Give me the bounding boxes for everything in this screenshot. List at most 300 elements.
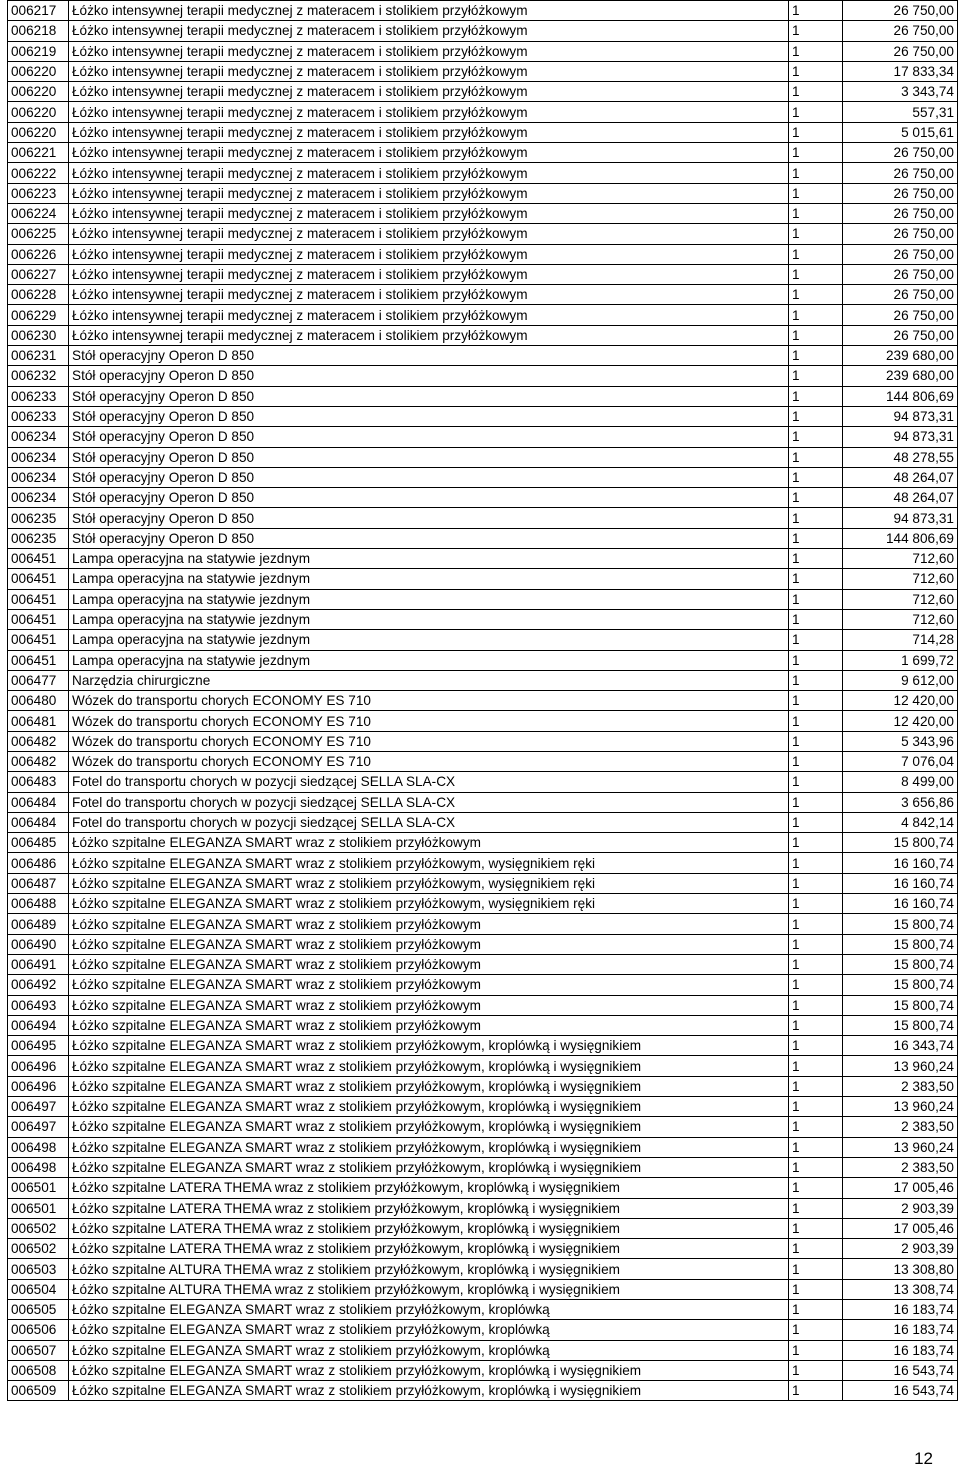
item-name-cell: Łóżko szpitalne ELEGANZA SMART wraz z stolikiem przyłóżkowym, kroplówką i wysięgnikiem <box>69 1360 789 1380</box>
item-code-cell: 006229 <box>8 305 69 325</box>
item-name-cell: Łóżko szpitalne ELEGANZA SMART wraz z stolikiem przyłóżkowym, wysięgnikiem ręki <box>69 853 789 873</box>
value-cell: 26 750,00 <box>843 285 958 305</box>
item-code-cell: 006484 <box>8 812 69 832</box>
item-name-cell: Fotel do transportu chorych w pozycji siedzącej SELLA SLA-CX <box>69 812 789 832</box>
item-name-cell: Łóżko intensywnej terapii medycznej z materacem i stolikiem przyłóżkowym <box>69 285 789 305</box>
item-code-cell: 006495 <box>8 1036 69 1056</box>
item-code-cell: 006451 <box>8 569 69 589</box>
quantity-cell: 1 <box>789 650 843 670</box>
table-row <box>8 143 958 163</box>
table-row <box>8 224 958 244</box>
item-code-cell: 006497 <box>8 1117 69 1137</box>
item-code-cell: 006489 <box>8 914 69 934</box>
table-row <box>8 488 958 508</box>
value-cell: 712,60 <box>843 609 958 629</box>
value-cell: 5 343,96 <box>843 731 958 751</box>
value-cell: 712,60 <box>843 589 958 609</box>
quantity-cell: 1 <box>789 1360 843 1380</box>
quantity-cell: 1 <box>789 995 843 1015</box>
table-row <box>8 995 958 1015</box>
table-row <box>8 1300 958 1320</box>
item-name-cell: Łóżko intensywnej terapii medycznej z materacem i stolikiem przyłóżkowym <box>69 244 789 264</box>
table-row <box>8 975 958 995</box>
table-row <box>8 386 958 406</box>
value-cell: 2 383,50 <box>843 1117 958 1137</box>
value-cell: 26 750,00 <box>843 264 958 284</box>
quantity-cell: 1 <box>789 1015 843 1035</box>
table-row <box>8 853 958 873</box>
table-row <box>8 609 958 629</box>
item-name-cell: Łóżko szpitalne ELEGANZA SMART wraz z stolikiem przyłóżkowym, kroplówką i wysięgnikiem <box>69 1097 789 1117</box>
item-code-cell: 006482 <box>8 731 69 751</box>
item-code-cell: 006228 <box>8 285 69 305</box>
item-code-cell: 006506 <box>8 1320 69 1340</box>
table-row <box>8 508 958 528</box>
item-name-cell: Stół operacyjny Operon D 850 <box>69 427 789 447</box>
table-row <box>8 427 958 447</box>
item-name-cell: Stół operacyjny Operon D 850 <box>69 366 789 386</box>
value-cell: 16 543,74 <box>843 1381 958 1401</box>
value-cell: 2 383,50 <box>843 1157 958 1177</box>
quantity-cell: 1 <box>789 1178 843 1198</box>
table-row <box>8 1157 958 1177</box>
quantity-cell: 1 <box>789 914 843 934</box>
page-number: 12 <box>914 1449 933 1468</box>
item-name-cell: Łóżko szpitalne LATERA THEMA wraz z stolikiem przyłóżkowym, kroplówką i wysięgnikiem <box>69 1198 789 1218</box>
table-row <box>8 873 958 893</box>
table-row <box>8 914 958 934</box>
quantity-cell: 1 <box>789 609 843 629</box>
item-code-cell: 006232 <box>8 366 69 386</box>
quantity-cell: 1 <box>789 143 843 163</box>
value-cell: 26 750,00 <box>843 325 958 345</box>
item-name-cell: Łóżko intensywnej terapii medycznej z materacem i stolikiem przyłóżkowym <box>69 41 789 61</box>
value-cell: 144 806,69 <box>843 386 958 406</box>
item-code-cell: 006220 <box>8 102 69 122</box>
item-name-cell: Lampa operacyjna na statywie jezdnym <box>69 609 789 629</box>
item-code-cell: 006492 <box>8 975 69 995</box>
item-name-cell: Łóżko szpitalne ELEGANZA SMART wraz z stolikiem przyłóżkowym, kroplówką <box>69 1340 789 1360</box>
table-row <box>8 406 958 426</box>
quantity-cell: 1 <box>789 873 843 893</box>
table-row <box>8 447 958 467</box>
item-name-cell: Narzędzia chirurgiczne <box>69 670 789 690</box>
value-cell: 17 005,46 <box>843 1178 958 1198</box>
item-name-cell: Łóżko intensywnej terapii medycznej z materacem i stolikiem przyłóżkowym <box>69 183 789 203</box>
table-row <box>8 1239 958 1259</box>
item-name-cell: Stół operacyjny Operon D 850 <box>69 488 789 508</box>
quantity-cell: 1 <box>789 853 843 873</box>
quantity-cell: 1 <box>789 1056 843 1076</box>
value-cell: 9 612,00 <box>843 670 958 690</box>
table-row <box>8 1360 958 1380</box>
quantity-cell: 1 <box>789 467 843 487</box>
item-name-cell: Łóżko intensywnej terapii medycznej z materacem i stolikiem przyłóżkowym <box>69 143 789 163</box>
item-name-cell: Lampa operacyjna na statywie jezdnym <box>69 569 789 589</box>
value-cell: 1 699,72 <box>843 650 958 670</box>
item-code-cell: 006491 <box>8 954 69 974</box>
item-name-cell: Łóżko szpitalne ALTURA THEMA wraz z stolikiem przyłóżkowym, kroplówką i wysięgnikiem <box>69 1259 789 1279</box>
item-name-cell: Stół operacyjny Operon D 850 <box>69 386 789 406</box>
item-code-cell: 006235 <box>8 528 69 548</box>
quantity-cell: 1 <box>789 122 843 142</box>
quantity-cell: 1 <box>789 102 843 122</box>
item-code-cell: 006487 <box>8 873 69 893</box>
value-cell: 5 015,61 <box>843 122 958 142</box>
value-cell: 26 750,00 <box>843 21 958 41</box>
item-code-cell: 006490 <box>8 934 69 954</box>
item-code-cell: 006494 <box>8 1015 69 1035</box>
table-row <box>8 630 958 650</box>
item-name-cell: Łóżko szpitalne ALTURA THEMA wraz z stolikiem przyłóżkowym, kroplówką i wysięgnikiem <box>69 1279 789 1299</box>
item-name-cell: Stół operacyjny Operon D 850 <box>69 406 789 426</box>
value-cell: 12 420,00 <box>843 711 958 731</box>
quantity-cell: 1 <box>789 1036 843 1056</box>
table-row <box>8 1137 958 1157</box>
item-name-cell: Stół operacyjny Operon D 850 <box>69 508 789 528</box>
item-code-cell: 006508 <box>8 1360 69 1380</box>
item-code-cell: 006451 <box>8 549 69 569</box>
item-code-cell: 006509 <box>8 1381 69 1401</box>
item-code-cell: 006235 <box>8 508 69 528</box>
value-cell: 712,60 <box>843 549 958 569</box>
item-name-cell: Stół operacyjny Operon D 850 <box>69 346 789 366</box>
table-row <box>8 1 958 21</box>
item-code-cell: 006224 <box>8 203 69 223</box>
value-cell: 144 806,69 <box>843 528 958 548</box>
item-name-cell: Łóżko intensywnej terapii medycznej z materacem i stolikiem przyłóżkowym <box>69 264 789 284</box>
value-cell: 13 308,74 <box>843 1279 958 1299</box>
quantity-cell: 1 <box>789 1097 843 1117</box>
quantity-cell: 1 <box>789 731 843 751</box>
item-name-cell: Łóżko szpitalne ELEGANZA SMART wraz z stolikiem przyłóżkowym <box>69 954 789 974</box>
value-cell: 4 842,14 <box>843 812 958 832</box>
inventory-table <box>7 0 958 1401</box>
quantity-cell: 1 <box>789 1198 843 1218</box>
item-code-cell: 006493 <box>8 995 69 1015</box>
item-code-cell: 006220 <box>8 61 69 81</box>
quantity-cell: 1 <box>789 1300 843 1320</box>
item-name-cell: Łóżko szpitalne LATERA THEMA wraz z stolikiem przyłóżkowym, kroplówką i wysięgnikiem <box>69 1239 789 1259</box>
item-code-cell: 006501 <box>8 1178 69 1198</box>
item-name-cell: Łóżko szpitalne ELEGANZA SMART wraz z stolikiem przyłóżkowym <box>69 934 789 954</box>
value-cell: 12 420,00 <box>843 691 958 711</box>
value-cell: 48 264,07 <box>843 488 958 508</box>
table-row <box>8 670 958 690</box>
item-name-cell: Łóżko szpitalne ELEGANZA SMART wraz z stolikiem przyłóżkowym, kroplówką i wysięgnikiem <box>69 1157 789 1177</box>
value-cell: 16 183,74 <box>843 1340 958 1360</box>
item-name-cell: Łóżko szpitalne ELEGANZA SMART wraz z stolikiem przyłóżkowym, kroplówką <box>69 1300 789 1320</box>
table-row <box>8 244 958 264</box>
value-cell: 13 960,24 <box>843 1097 958 1117</box>
table-row <box>8 346 958 366</box>
item-code-cell: 006225 <box>8 224 69 244</box>
item-name-cell: Łóżko szpitalne ELEGANZA SMART wraz z stolikiem przyłóżkowym, wysięgnikiem ręki <box>69 894 789 914</box>
quantity-cell: 1 <box>789 264 843 284</box>
table-row <box>8 1259 958 1279</box>
quantity-cell: 1 <box>789 163 843 183</box>
table-row <box>8 528 958 548</box>
quantity-cell: 1 <box>789 812 843 832</box>
item-code-cell: 006507 <box>8 1340 69 1360</box>
table-row <box>8 711 958 731</box>
item-name-cell: Łóżko intensywnej terapii medycznej z materacem i stolikiem przyłóżkowym <box>69 305 789 325</box>
quantity-cell: 1 <box>789 508 843 528</box>
quantity-cell: 1 <box>789 569 843 589</box>
value-cell: 712,60 <box>843 569 958 589</box>
table-row <box>8 792 958 812</box>
table-row <box>8 285 958 305</box>
quantity-cell: 1 <box>789 244 843 264</box>
quantity-cell: 1 <box>789 792 843 812</box>
item-code-cell: 006221 <box>8 143 69 163</box>
table-row <box>8 934 958 954</box>
table-row <box>8 41 958 61</box>
quantity-cell: 1 <box>789 1259 843 1279</box>
table-row <box>8 122 958 142</box>
item-name-cell: Lampa operacyjna na statywie jezdnym <box>69 589 789 609</box>
quantity-cell: 1 <box>789 589 843 609</box>
quantity-cell: 1 <box>789 406 843 426</box>
item-code-cell: 006485 <box>8 833 69 853</box>
item-code-cell: 006480 <box>8 691 69 711</box>
value-cell: 26 750,00 <box>843 143 958 163</box>
quantity-cell: 1 <box>789 630 843 650</box>
table-row <box>8 1036 958 1056</box>
table-row <box>8 305 958 325</box>
item-code-cell: 006477 <box>8 670 69 690</box>
value-cell: 26 750,00 <box>843 305 958 325</box>
quantity-cell: 1 <box>789 975 843 995</box>
quantity-cell: 1 <box>789 1320 843 1340</box>
item-code-cell: 006503 <box>8 1259 69 1279</box>
item-code-cell: 006502 <box>8 1239 69 1259</box>
item-name-cell: Lampa operacyjna na statywie jezdnym <box>69 650 789 670</box>
value-cell: 26 750,00 <box>843 183 958 203</box>
quantity-cell: 1 <box>789 549 843 569</box>
table-row <box>8 1076 958 1096</box>
quantity-cell: 1 <box>789 203 843 223</box>
table-row <box>8 264 958 284</box>
value-cell: 13 308,80 <box>843 1259 958 1279</box>
value-cell: 15 800,74 <box>843 995 958 1015</box>
quantity-cell: 1 <box>789 21 843 41</box>
item-name-cell: Łóżko szpitalne ELEGANZA SMART wraz z stolikiem przyłóżkowym, kroplówką i wysięgnikiem <box>69 1381 789 1401</box>
item-code-cell: 006217 <box>8 1 69 21</box>
value-cell: 15 800,74 <box>843 914 958 934</box>
table-row <box>8 1117 958 1137</box>
quantity-cell: 1 <box>789 894 843 914</box>
quantity-cell: 1 <box>789 366 843 386</box>
item-code-cell: 006223 <box>8 183 69 203</box>
quantity-cell: 1 <box>789 711 843 731</box>
table-row <box>8 772 958 792</box>
value-cell: 26 750,00 <box>843 163 958 183</box>
item-name-cell: Lampa operacyjna na statywie jezdnym <box>69 630 789 650</box>
item-code-cell: 006484 <box>8 792 69 812</box>
item-code-cell: 006234 <box>8 447 69 467</box>
item-code-cell: 006222 <box>8 163 69 183</box>
quantity-cell: 1 <box>789 1076 843 1096</box>
table-row <box>8 366 958 386</box>
table-row <box>8 203 958 223</box>
value-cell: 26 750,00 <box>843 203 958 223</box>
item-code-cell: 006451 <box>8 650 69 670</box>
table-row <box>8 731 958 751</box>
value-cell: 15 800,74 <box>843 954 958 974</box>
item-code-cell: 006234 <box>8 467 69 487</box>
quantity-cell: 1 <box>789 1279 843 1299</box>
value-cell: 16 183,74 <box>843 1320 958 1340</box>
table-row <box>8 833 958 853</box>
table-row <box>8 1279 958 1299</box>
value-cell: 94 873,31 <box>843 406 958 426</box>
item-code-cell: 006220 <box>8 82 69 102</box>
table-row <box>8 61 958 81</box>
value-cell: 557,31 <box>843 102 958 122</box>
quantity-cell: 1 <box>789 1117 843 1137</box>
quantity-cell: 1 <box>789 1381 843 1401</box>
item-code-cell: 006451 <box>8 630 69 650</box>
table-row <box>8 894 958 914</box>
item-code-cell: 006234 <box>8 488 69 508</box>
item-name-cell: Łóżko intensywnej terapii medycznej z materacem i stolikiem przyłóżkowym <box>69 224 789 244</box>
item-name-cell: Fotel do transportu chorych w pozycji siedzącej SELLA SLA-CX <box>69 792 789 812</box>
item-code-cell: 006505 <box>8 1300 69 1320</box>
item-code-cell: 006230 <box>8 325 69 345</box>
table-row <box>8 589 958 609</box>
item-code-cell: 006231 <box>8 346 69 366</box>
item-name-cell: Łóżko szpitalne LATERA THEMA wraz z stolikiem przyłóżkowym, kroplówką i wysięgnikiem <box>69 1178 789 1198</box>
item-name-cell: Łóżko szpitalne ELEGANZA SMART wraz z stolikiem przyłóżkowym, kroplówką <box>69 1320 789 1340</box>
table-row <box>8 1198 958 1218</box>
item-code-cell: 006451 <box>8 609 69 629</box>
value-cell: 15 800,74 <box>843 934 958 954</box>
value-cell: 16 160,74 <box>843 894 958 914</box>
item-name-cell: Łóżko intensywnej terapii medycznej z materacem i stolikiem przyłóżkowym <box>69 82 789 102</box>
value-cell: 15 800,74 <box>843 833 958 853</box>
item-name-cell: Wózek do transportu chorych ECONOMY ES 710 <box>69 711 789 731</box>
value-cell: 26 750,00 <box>843 1 958 21</box>
inventory-table-body <box>8 1 958 1401</box>
item-code-cell: 006451 <box>8 589 69 609</box>
item-name-cell: Łóżko szpitalne ELEGANZA SMART wraz z stolikiem przyłóżkowym, kroplówką i wysięgnikiem <box>69 1117 789 1137</box>
value-cell: 3 343,74 <box>843 82 958 102</box>
item-code-cell: 006227 <box>8 264 69 284</box>
item-code-cell: 006498 <box>8 1137 69 1157</box>
quantity-cell: 1 <box>789 447 843 467</box>
value-cell: 15 800,74 <box>843 1015 958 1035</box>
value-cell: 16 183,74 <box>843 1300 958 1320</box>
quantity-cell: 1 <box>789 691 843 711</box>
item-name-cell: Łóżko intensywnej terapii medycznej z materacem i stolikiem przyłóżkowym <box>69 325 789 345</box>
table-row <box>8 325 958 345</box>
item-name-cell: Łóżko intensywnej terapii medycznej z materacem i stolikiem przyłóżkowym <box>69 163 789 183</box>
item-name-cell: Łóżko szpitalne ELEGANZA SMART wraz z stolikiem przyłóżkowym <box>69 995 789 1015</box>
value-cell: 16 543,74 <box>843 1360 958 1380</box>
item-code-cell: 006234 <box>8 427 69 447</box>
item-name-cell: Łóżko szpitalne ELEGANZA SMART wraz z stolikiem przyłóżkowym, kroplówką i wysięgnikiem <box>69 1137 789 1157</box>
item-code-cell: 006496 <box>8 1076 69 1096</box>
item-name-cell: Fotel do transportu chorych w pozycji siedzącej SELLA SLA-CX <box>69 772 789 792</box>
quantity-cell: 1 <box>789 41 843 61</box>
table-row <box>8 650 958 670</box>
item-name-cell: Łóżko szpitalne ELEGANZA SMART wraz z stolikiem przyłóżkowym, kroplówką i wysięgnikiem <box>69 1056 789 1076</box>
table-row <box>8 163 958 183</box>
item-code-cell: 006219 <box>8 41 69 61</box>
item-name-cell: Łóżko szpitalne ELEGANZA SMART wraz z stolikiem przyłóżkowym, wysięgnikiem ręki <box>69 873 789 893</box>
table-row <box>8 812 958 832</box>
value-cell: 2 383,50 <box>843 1076 958 1096</box>
value-cell: 26 750,00 <box>843 41 958 61</box>
item-code-cell: 006233 <box>8 406 69 426</box>
table-row <box>8 1056 958 1076</box>
table-row <box>8 691 958 711</box>
value-cell: 48 264,07 <box>843 467 958 487</box>
value-cell: 94 873,31 <box>843 508 958 528</box>
quantity-cell: 1 <box>789 1137 843 1157</box>
quantity-cell: 1 <box>789 488 843 508</box>
item-code-cell: 006226 <box>8 244 69 264</box>
item-name-cell: Lampa operacyjna na statywie jezdnym <box>69 549 789 569</box>
item-name-cell: Stół operacyjny Operon D 850 <box>69 447 789 467</box>
item-name-cell: Stół operacyjny Operon D 850 <box>69 528 789 548</box>
quantity-cell: 1 <box>789 528 843 548</box>
item-name-cell: Łóżko szpitalne ELEGANZA SMART wraz z stolikiem przyłóżkowym <box>69 914 789 934</box>
item-name-cell: Wózek do transportu chorych ECONOMY ES 710 <box>69 691 789 711</box>
quantity-cell: 1 <box>789 346 843 366</box>
item-name-cell: Wózek do transportu chorych ECONOMY ES 710 <box>69 731 789 751</box>
value-cell: 3 656,86 <box>843 792 958 812</box>
value-cell: 7 076,04 <box>843 751 958 771</box>
item-code-cell: 006482 <box>8 751 69 771</box>
quantity-cell: 1 <box>789 1 843 21</box>
item-name-cell: Łóżko szpitalne ELEGANZA SMART wraz z stolikiem przyłóżkowym, kroplówką i wysięgnikiem <box>69 1036 789 1056</box>
table-row <box>8 21 958 41</box>
quantity-cell: 1 <box>789 1157 843 1177</box>
value-cell: 16 160,74 <box>843 873 958 893</box>
value-cell: 714,28 <box>843 630 958 650</box>
quantity-cell: 1 <box>789 1239 843 1259</box>
quantity-cell: 1 <box>789 1340 843 1360</box>
value-cell: 2 903,39 <box>843 1198 958 1218</box>
value-cell: 26 750,00 <box>843 244 958 264</box>
value-cell: 239 680,00 <box>843 346 958 366</box>
quantity-cell: 1 <box>789 325 843 345</box>
quantity-cell: 1 <box>789 833 843 853</box>
value-cell: 17 005,46 <box>843 1218 958 1238</box>
item-name-cell: Łóżko szpitalne ELEGANZA SMART wraz z stolikiem przyłóżkowym, kroplówką i wysięgnikiem <box>69 1076 789 1096</box>
quantity-cell: 1 <box>789 751 843 771</box>
table-row <box>8 467 958 487</box>
value-cell: 16 343,74 <box>843 1036 958 1056</box>
item-code-cell: 006481 <box>8 711 69 731</box>
table-row <box>8 1218 958 1238</box>
value-cell: 48 278,55 <box>843 447 958 467</box>
table-row <box>8 1381 958 1401</box>
item-code-cell: 006488 <box>8 894 69 914</box>
item-code-cell: 006504 <box>8 1279 69 1299</box>
item-code-cell: 006486 <box>8 853 69 873</box>
item-code-cell: 006502 <box>8 1218 69 1238</box>
quantity-cell: 1 <box>789 224 843 244</box>
item-code-cell: 006497 <box>8 1097 69 1117</box>
value-cell: 8 499,00 <box>843 772 958 792</box>
item-name-cell: Łóżko szpitalne ELEGANZA SMART wraz z stolikiem przyłóżkowym <box>69 1015 789 1035</box>
value-cell: 94 873,31 <box>843 427 958 447</box>
value-cell: 2 903,39 <box>843 1239 958 1259</box>
quantity-cell: 1 <box>789 670 843 690</box>
